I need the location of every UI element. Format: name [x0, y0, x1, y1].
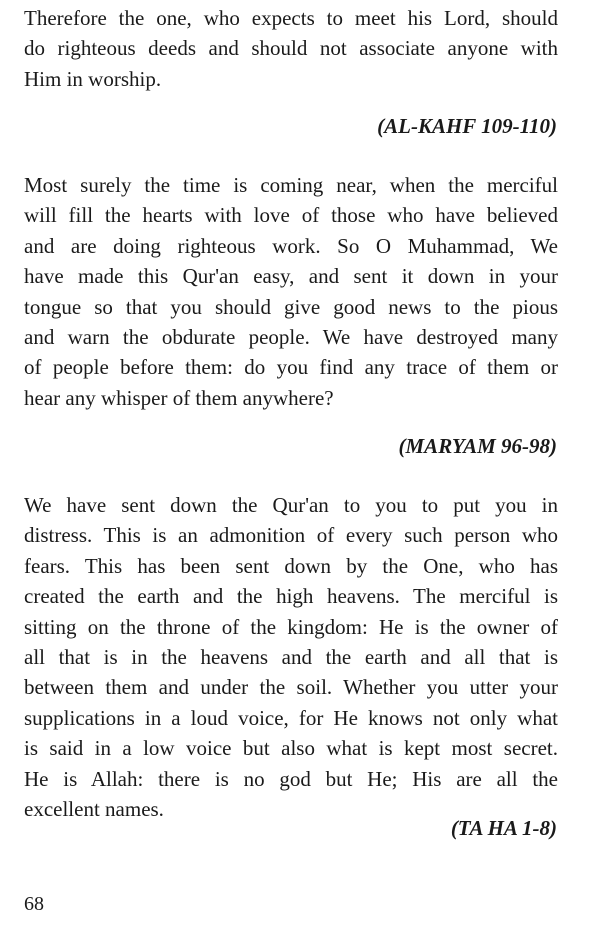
citation-maryam: (MARYAM 96-98) — [398, 434, 557, 458]
text-line: fears. This has been sent down by the One, who has — [24, 553, 558, 578]
text-line: is said in a low voice but also what is kept most secret. — [24, 736, 558, 761]
text-line: Most surely the time is coming near, when the merciful — [24, 173, 558, 197]
text-line: have made this Qur'an easy, and sent it down in your — [24, 264, 558, 289]
text-line: tongue so that you should give good news to the pious — [24, 294, 558, 319]
text-line: Him in worship. — [24, 66, 162, 91]
text-line: of people before them: do you find any trace of them or — [24, 355, 558, 380]
paragraph-3 — [24, 490, 558, 824]
text-line: Therefore the one, who expects to meet his Lord, should — [24, 6, 558, 30]
text-line: do righteous deeds and should not associate anyone with — [24, 36, 558, 61]
text-line: all that is in the heavens and the earth and all that is — [24, 644, 558, 669]
text-line: created the earth and the high heavens. The merciful is — [24, 584, 558, 609]
text-line: We have sent down the Qur'an to you to put you in — [24, 493, 558, 517]
text-line: excellent names. — [24, 796, 164, 821]
text-line: hear any whisper of them anywhere? — [24, 385, 334, 410]
text-line: He is Allah: there is no god but He; His are all the — [24, 766, 558, 791]
text-line: sitting on the throne of the kingdom: He is the owner of — [24, 614, 558, 639]
page-number: 68 — [24, 893, 44, 915]
paragraph-2 — [24, 170, 558, 413]
citation-ta-ha: (TA HA 1-8) — [450, 816, 557, 840]
text-line: between them and under the soil. Whether you utter your — [24, 675, 558, 700]
text-line: supplications in a loud voice, for He knows not only what — [24, 705, 558, 730]
paragraph-1 — [24, 3, 558, 94]
text-line: will fill the hearts with love of those who have believed — [24, 203, 558, 228]
citation-al-kahf: (AL-KAHF 109-110) — [377, 114, 557, 138]
text-line: distress. This is an admonition of every such person who — [24, 523, 558, 548]
text-line: and are doing righteous work. So O Muhammad, We — [24, 233, 558, 258]
text-line: and warn the obdurate people. We have destroyed many — [24, 324, 558, 349]
